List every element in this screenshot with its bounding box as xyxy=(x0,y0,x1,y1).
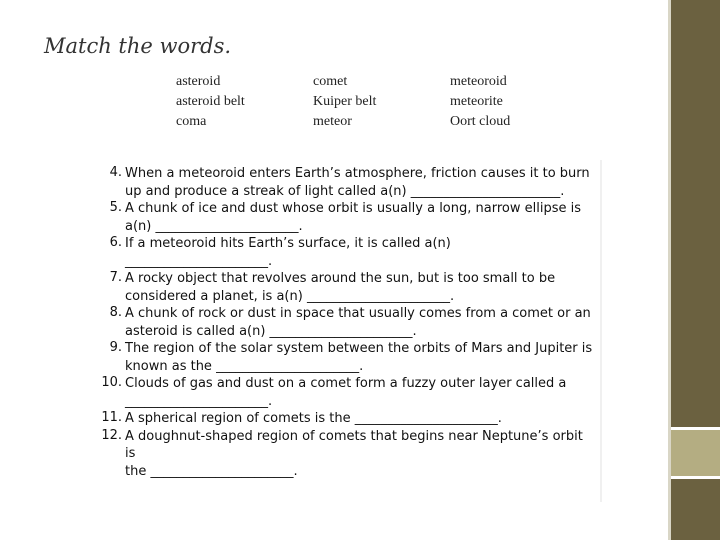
question-number: 9. xyxy=(109,340,122,355)
scan-edge xyxy=(600,160,602,502)
question-number: 7. xyxy=(109,270,122,285)
question-item xyxy=(96,428,596,481)
decorative-sidebar xyxy=(668,0,720,540)
sidebar-divider-bottom xyxy=(671,476,720,479)
question-number: 5. xyxy=(109,200,122,215)
question-text: A chunk of rock or dust in space that usually comes from a comet or an asteroid is called a(n) ______________________. xyxy=(125,306,591,339)
word-bank-item: asteroid belt xyxy=(176,94,245,109)
word-bank-item: Kuiper belt xyxy=(313,94,377,109)
word-bank-row xyxy=(176,114,576,134)
slide-title: Match the words. xyxy=(44,34,232,58)
word-bank-item: coma xyxy=(176,114,207,129)
question-item xyxy=(96,200,596,235)
question-number: 8. xyxy=(109,305,122,320)
question-text: A chunk of ice and dust whose orbit is usually a long, narrow ellipse is a(n) ______________________. xyxy=(125,201,581,234)
word-bank-item: Oort cloud xyxy=(450,114,511,129)
word-bank-row xyxy=(176,74,576,94)
question-text: A spherical region of comets is the ______________________. xyxy=(125,411,502,426)
word-bank-item: meteor xyxy=(313,114,352,129)
question-text: The region of the solar system between the orbits of Mars and Jupiter is known as the ______________________. xyxy=(125,341,593,374)
question-text: A rocky object that revolves around the sun, but is too small to be considered a planet, is a(n) ______________________. xyxy=(125,271,556,304)
question-number: 4. xyxy=(109,165,122,180)
word-bank xyxy=(176,74,576,134)
question-text: Clouds of gas and dust on a comet form a fuzzy outer layer called a ______________________. xyxy=(125,376,567,409)
question-item xyxy=(96,270,596,305)
question-text: A doughnut-shaped region of comets that begins near Neptune’s orbit is the ______________________. xyxy=(125,428,583,479)
question-text: When a meteoroid enters Earth’s atmosphere, friction causes it to burn up and produce a streak of light called a(n) _______________________. xyxy=(125,166,590,199)
question-text: If a meteoroid hits Earth’s surface, it is called a(n) ______________________. xyxy=(125,236,451,269)
question-number: 11. xyxy=(101,410,122,425)
question-item xyxy=(96,305,596,340)
question-number: 6. xyxy=(109,235,122,250)
question-item xyxy=(96,375,596,410)
question-list xyxy=(96,165,596,480)
sidebar-accent-block xyxy=(671,430,720,476)
word-bank-item: asteroid xyxy=(176,74,221,89)
question-item xyxy=(96,410,596,428)
question-number: 10. xyxy=(101,375,122,390)
word-bank-item: meteorite xyxy=(450,94,503,109)
question-item xyxy=(96,235,596,270)
question-item xyxy=(96,165,596,200)
word-bank-item: meteoroid xyxy=(450,74,507,89)
word-bank-row xyxy=(176,94,576,114)
question-number: 12. xyxy=(101,427,122,443)
word-bank-item: comet xyxy=(313,74,348,89)
question-item xyxy=(96,340,596,375)
